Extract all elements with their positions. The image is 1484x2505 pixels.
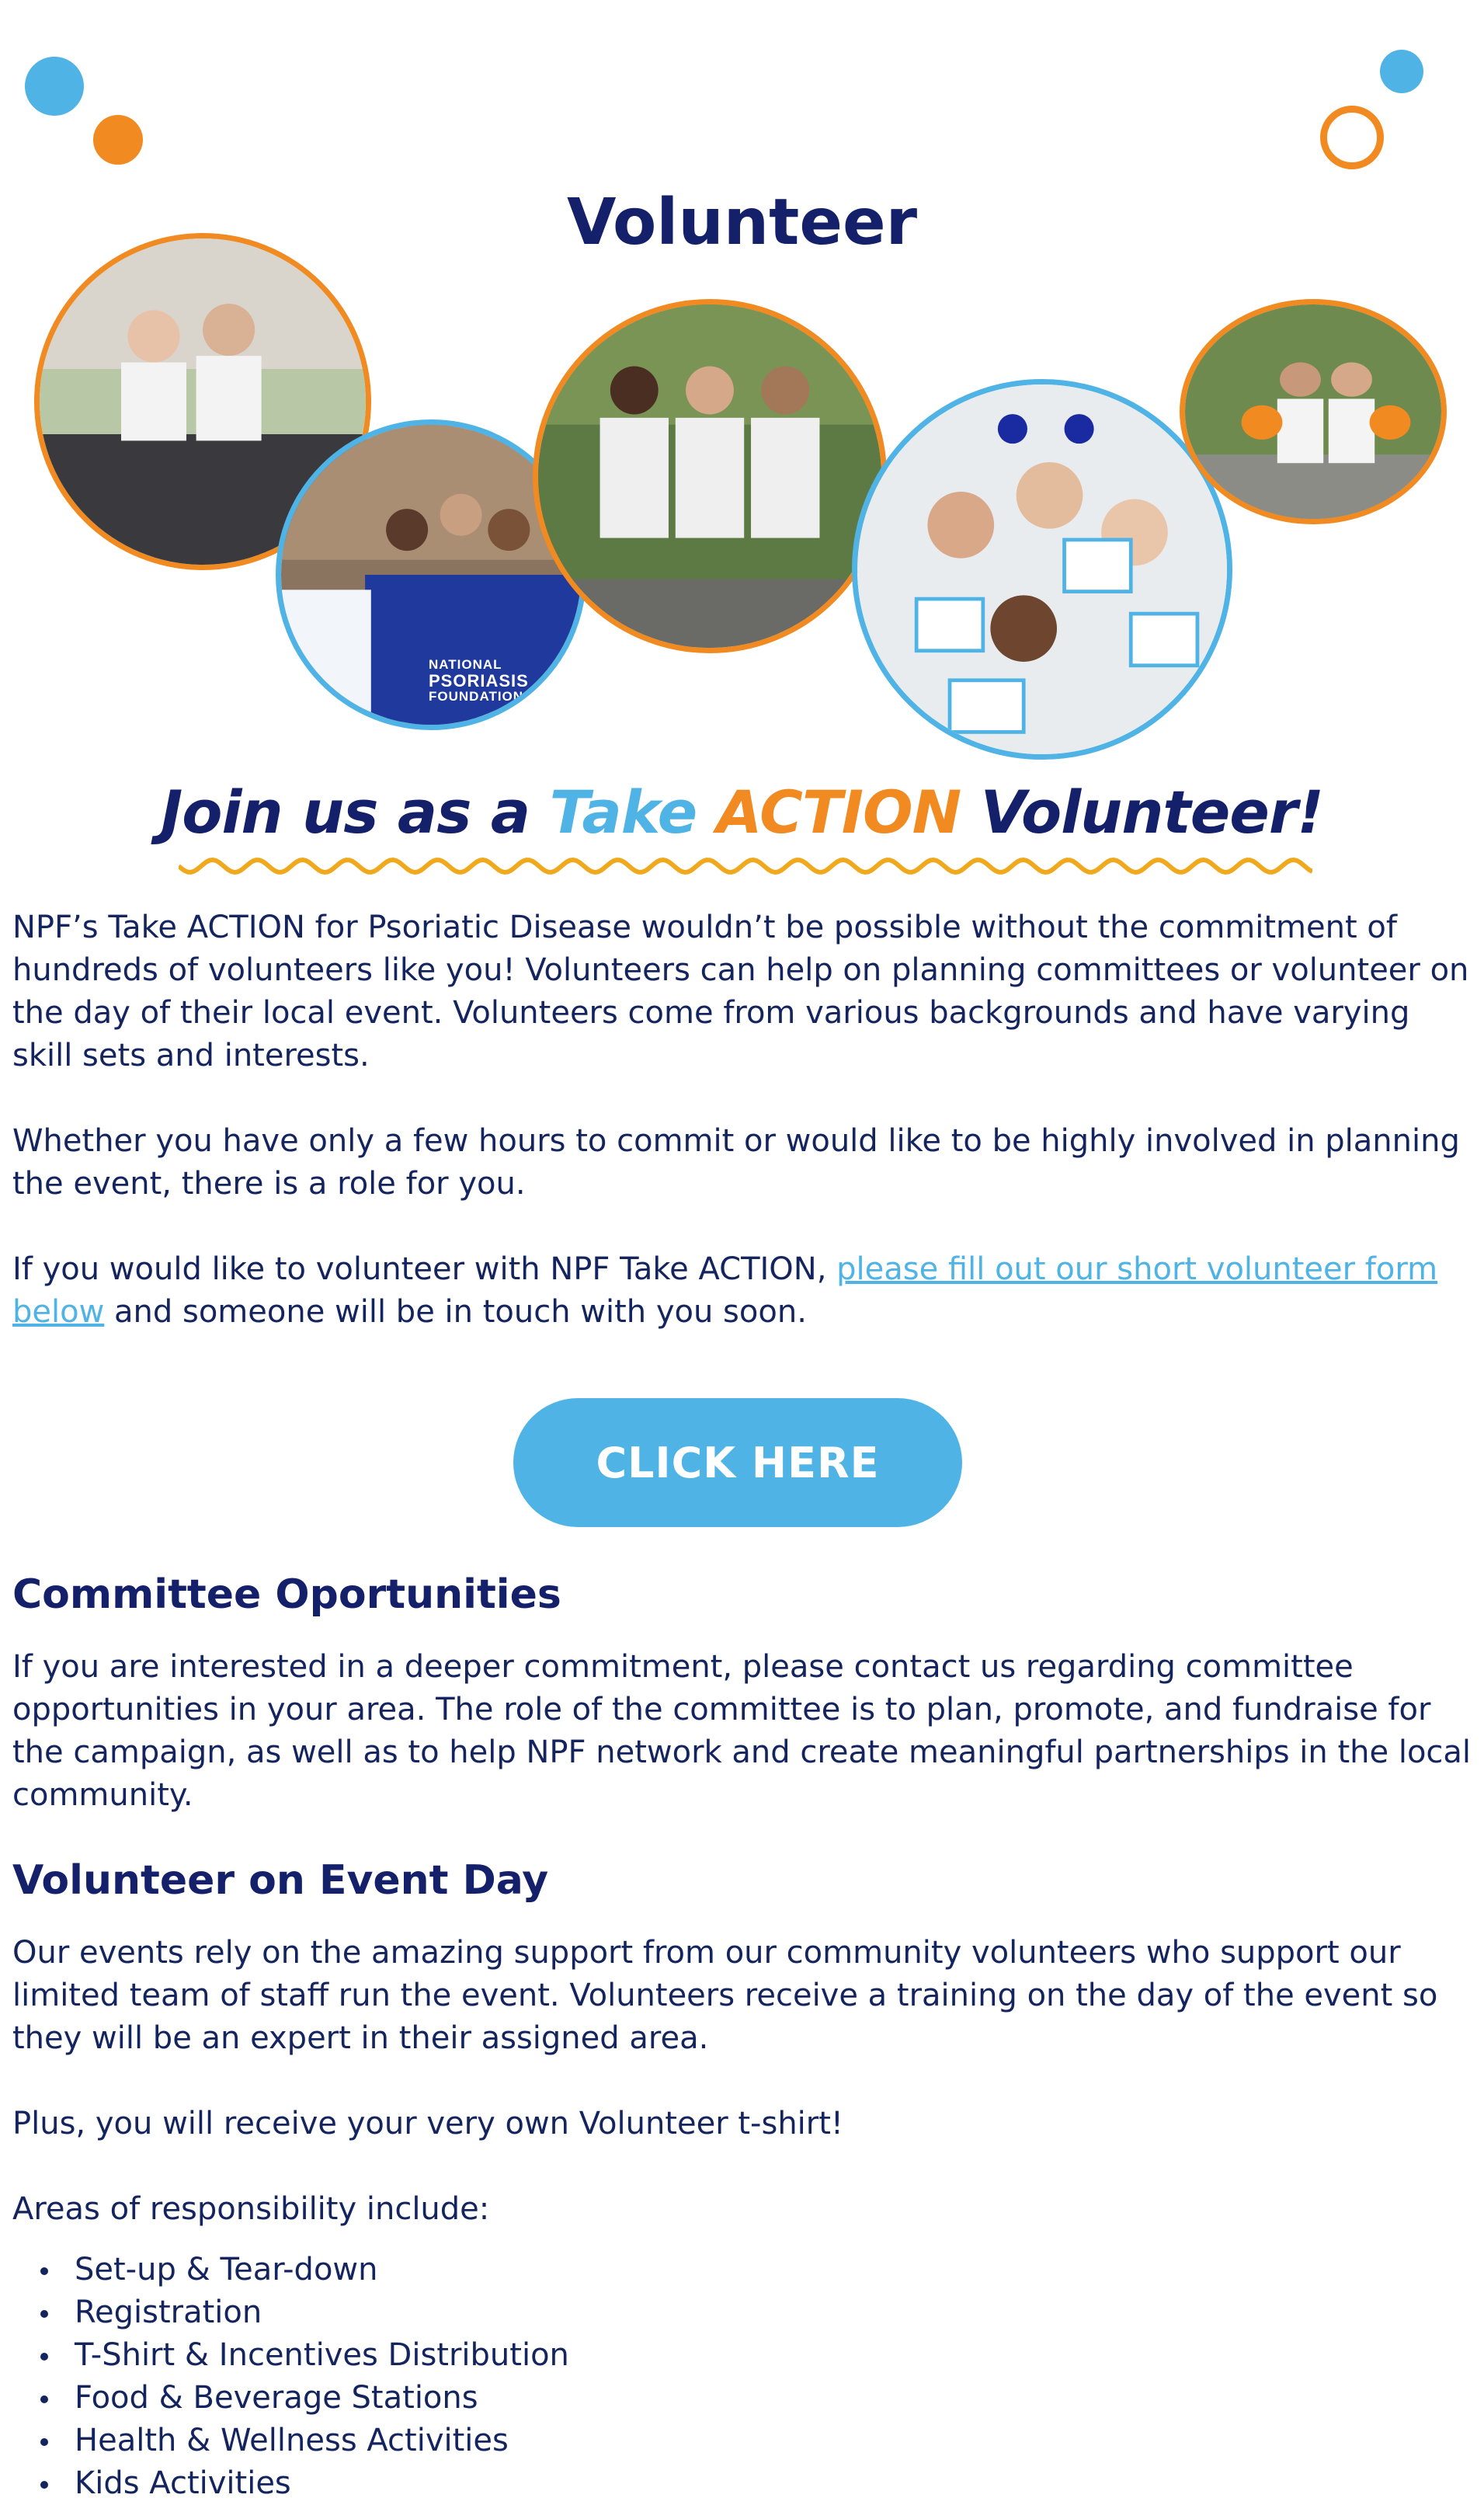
join-heading-part1: Join us as a [161, 778, 550, 847]
list-item: Kids Activities [12, 2462, 569, 2505]
photo-badge-line2: PSORIASIS [429, 670, 529, 691]
committee-heading: Committee Oportunities [12, 1571, 561, 1618]
volunteer-photo-3 [533, 299, 887, 653]
decor-ring-orange-right [1320, 106, 1384, 169]
volunteer-photo-4 [852, 379, 1232, 760]
volunteer-photo-5 [1180, 299, 1447, 524]
join-heading-take: Take [549, 778, 697, 847]
join-heading-volunteer: Volunteer! [980, 778, 1323, 847]
photo-badge-line1: NATIONAL [429, 657, 502, 672]
volunteer-form-link[interactable]: please fill out our short volunteer form below [12, 1251, 1438, 1330]
areas-intro: Areas of responsibility include: [12, 2191, 490, 2227]
decor-circle-blue-left [25, 57, 84, 116]
list-item: Set-up & Tear-down [12, 2249, 569, 2291]
intro-paragraph-3 [12, 1248, 1472, 1334]
page-title: Volunteer [566, 186, 918, 259]
intro-p3-after: and someone will be in touch with you soon. [104, 1294, 807, 1330]
list-item: Health & Wellness Activities [12, 2420, 569, 2462]
photo-badge-line3: FOUNDATION [429, 688, 524, 704]
list-item: Food & Beverage Stations [12, 2377, 569, 2420]
list-item: Registration [12, 2291, 569, 2334]
decor-circle-blue-right [1380, 50, 1423, 93]
event-day-paragraph-2: Plus, you will receive your very own Volunteer t-shirt! [12, 2106, 843, 2141]
intro-paragraph-2: Whether you have only a few hours to commit or would like to be highly involved in planning the event, there is a role for you. [12, 1123, 1460, 1202]
list-item: T-Shirt & Incentives Distribution [12, 2334, 569, 2377]
responsibility-list [12, 2249, 569, 2505]
intro-paragraph-1: NPF’s Take ACTION for Psoriatic Disease wouldn’t be possible without the commitment of hundreds of volunteers like you! Volunteers can help on planning committees or volunteer on the day of their local event. Volunteers come from various backgrounds and have varying skill sets and interests. [12, 910, 1469, 1073]
click-here-button[interactable]: CLICK HERE [513, 1398, 962, 1527]
event-day-paragraph-1: Our events rely on the amazing support from our community volunteers who support our limited team of staff run the event. Volunteers receive a training on the day of the event so they will be an expert in their assigned area. [12, 1935, 1438, 2056]
join-heading-action: ACTION [716, 778, 961, 847]
join-heading [0, 777, 1484, 847]
intro-p3-before: If you would like to volunteer with NPF Take ACTION, [12, 1251, 837, 1287]
event-day-heading: Volunteer on Event Day [12, 1857, 549, 1904]
decor-circle-orange-left [93, 115, 143, 165]
wavy-underline [179, 851, 1312, 882]
committee-paragraph: If you are interested in a deeper commitment, please contact us regarding committee opportunities in your area. The role of the committee is to plan, promote, and fundraise for the campaign, as well as to help NPF network and create meaningful partnerships in the local community. [12, 1649, 1472, 1813]
